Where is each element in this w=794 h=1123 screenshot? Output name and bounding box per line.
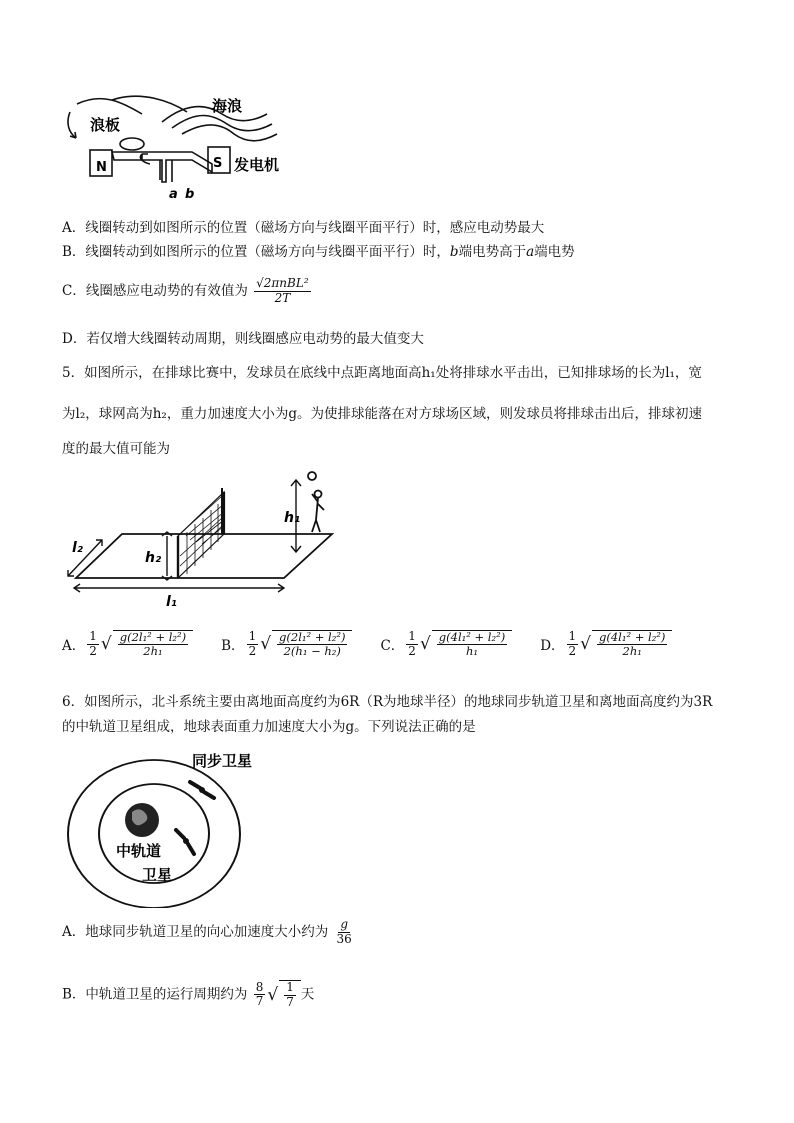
l1-label: l₁	[166, 594, 177, 610]
geo-satellite-label: 同步卫星	[192, 752, 253, 770]
magnet-s-label: S	[213, 156, 223, 171]
terminal-a-label: a	[169, 187, 178, 200]
q5-options	[62, 630, 672, 659]
q5-stem-line1: 5．如图所示，在排球比赛中，发球员在底线中点距离地面高h₁处将排球水平击出，已知排球场的长为l₁，宽	[62, 365, 702, 381]
magnet-n-label: N	[96, 160, 107, 175]
h2-label: h₂	[145, 550, 162, 566]
q5-option-a: A． $\frac{1}{2}$ √ $\frac{\text{g(2l₁² + l₂²)}}{\text{2h₁}}$	[62, 630, 193, 659]
q6-stem-line2: 的中轨道卫星组成，地球表面重力加速度大小为g。下列说法正确的是	[62, 719, 476, 735]
q5-stem-line3: 度的最大值可能为	[62, 441, 170, 457]
orbit-figure	[62, 748, 292, 908]
generator-label: 发电机	[234, 156, 280, 174]
q5-option-d: D． $\frac{1}{2}$ √ $\frac{\text{g(4l₁² + l₂²)}}{\text{2h₁}}$	[540, 630, 672, 659]
q5-stem-line2: 为l₂，球网高为h₂，重力加速度大小为g。为使排球能落在对方球场区域，则发球员将排球击出后，排球初速	[62, 406, 702, 422]
q4-option-b: B．线圈转动到如图所示的位置（磁场方向与线圈平面平行）时，b端电势高于a端电势	[62, 244, 575, 260]
volleyball-court-figure	[62, 466, 362, 614]
q4-option-c: C．线圈感应电动势的有效值为 $\frac{\text{√2πnBL²}}{2T}$	[62, 276, 309, 305]
h1-label: h₁	[284, 510, 301, 526]
q4-option-d: D．若仅增大线圈转动周期，则线圈感应电动势的最大值变大	[62, 331, 424, 347]
q6-option-a: A．地球同步轨道卫星的向心加速度大小约为 $\frac{g}{36}$	[62, 917, 352, 946]
meo-satellite-label-2: 卫星	[142, 866, 173, 884]
board-label: 浪板	[90, 116, 121, 134]
q5-option-c: C． $\frac{1}{2}$ √ $\frac{\text{g(4l₁² + l₂²)}}{\text{h₁}}$	[380, 630, 512, 659]
q6-stem-line1: 6．如图所示，北斗系统主要由离地面高度约为6R（R为地球半径）的地球同步轨道卫星和离地面高度约为3R	[62, 694, 713, 710]
q4-option-a: A．线圈转动到如图所示的位置（磁场方向与线圈平面平行）时，感应电动势最大	[62, 220, 545, 236]
terminal-b-label: b	[185, 187, 195, 200]
l2-label: l₂	[72, 540, 83, 556]
q6-option-b: B．中轨道卫星的运行周期约为 $\frac{8}{7}$ √ $\frac{1}{7}$ 天	[62, 979, 315, 1009]
sea-wave-label: 海浪	[212, 97, 243, 115]
q5-option-b: B． $\frac{1}{2}$ √ $\frac{\text{g(2l₁² + l₂²)}}{\text{2(h₁ − h₂)}}$	[221, 630, 352, 659]
meo-satellite-label-1: 中轨道	[116, 842, 162, 860]
generator-figure	[62, 92, 287, 200]
